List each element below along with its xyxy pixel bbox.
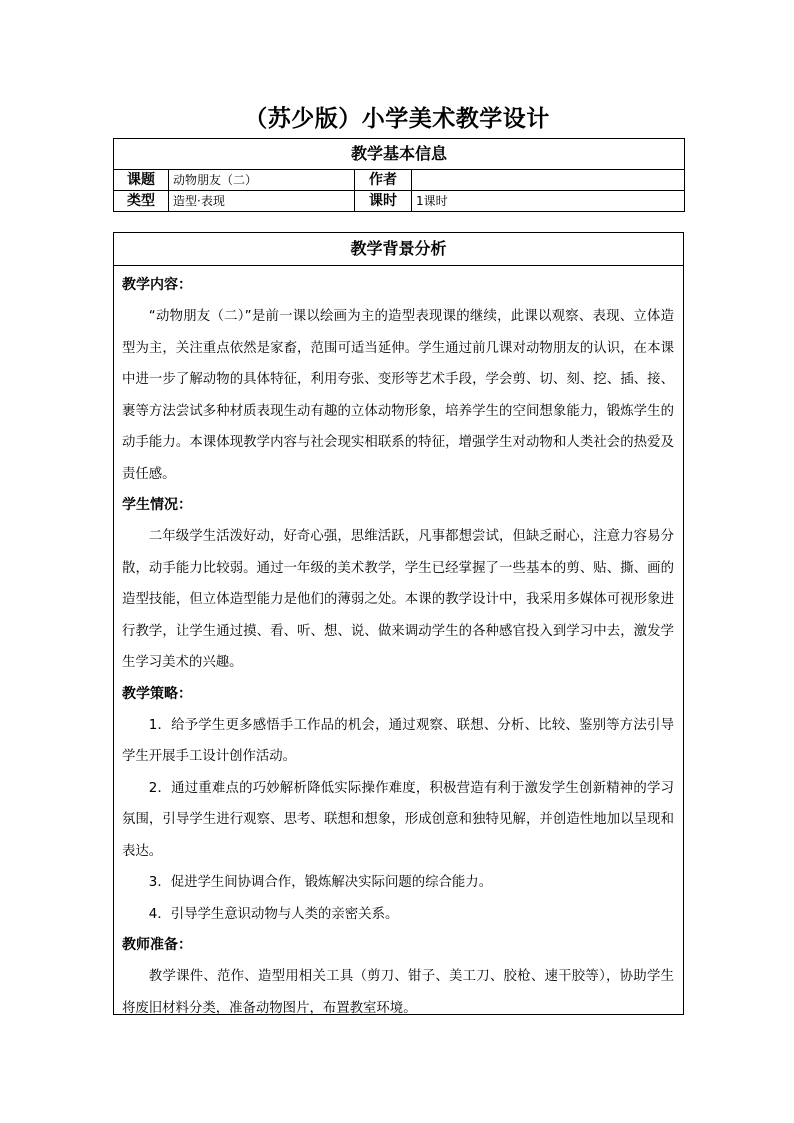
document-title: （苏少版）小学美术教学设计 [244,106,550,132]
basic-info-table [113,138,685,212]
hours-label: 课时 [355,191,412,212]
type-label: 类型 [114,191,169,212]
students-paragraph: 二年级学生活泼好动，好奇心强，思维活跃，凡事都想尝试，但缺乏耐心，注意力容易分散，动手能力比较弱。通过一年级的美术教学，学生已经掌握了一些基本的剪、贴、撕、画的造型技能，但立体造型能力是他们的薄弱之处。本课的教学设计中，我采用多媒体可视形象进行教学，让学生通过摸、看、听、想、说、做来调动学生的各种感官投入到学习中去，激发学生学习美术的兴趣。 [122,529,674,670]
author-value [412,170,685,191]
teaching-background-box [113,232,684,1015]
basic-info-header: 教学基本信息 [114,139,685,170]
strategy-item-4: 4．引导学生意识动物与人类的亲密关系。 [148,906,399,922]
strategy-item-2: 2．通过重难点的巧妙解析降低实际操作难度，积极营造有利于激发学生创新精神的学习氛围，引导学生进行观察、思考、联想和想象，形成创意和独特见解，并创造性地加以呈现和表达。 [122,780,674,859]
topic-label: 课题 [114,170,169,191]
type-value: 造型·表现 [169,191,355,212]
section-heading-strategy: 教学策略： [122,685,192,702]
strategy-item-1: 1．给予学生更多感悟手工作品的机会，通过观察、联想、分析、比较、鉴别等方法引导学生开展手工设计创作活动。 [122,717,674,764]
strategy-item-3: 3．促进学生间协调合作，锻炼解决实际问题的综合能力。 [148,875,493,890]
topic-value: 动物朋友（二） [169,170,355,191]
hours-value: 1课时 [412,191,685,212]
background-header: 教学背景分析 [114,233,683,266]
teacher-prep-paragraph: 教学课件、范作、造型用相关工具（剪刀、钳子、美工刀、胶枪、速干胶等），协助学生将废旧材料分类，准备动物图片，布置教室环境。 [122,969,674,1016]
section-heading-content: 教学内容： [122,277,192,293]
content-paragraph: “动物朋友（二）”是前一课以绘画为主的造型表现课的继续，此课以观察、表现、立体造型为主，关注重点依然是家畜，范围可适当延伸。学生通过前几课对动物朋友的认识，在本课中进一步了解动物的具体特征，利用夸张、变形等艺术手段，学会剪、切、刻、挖、插、接、裹等方法尝试多种材质表现生动有趣的立体动物形象，培养学生的空间想象能力，锻炼学生的动手能力。本课体现教学内容与社会现实相联系的特征，增强学生对动物和人类社会的热爱及责任感。 [122,309,674,482]
background-body [114,266,683,1024]
section-heading-students: 学生情况： [122,497,192,513]
section-heading-teacher-prep: 教师准备： [122,937,192,953]
author-label: 作者 [355,170,412,191]
